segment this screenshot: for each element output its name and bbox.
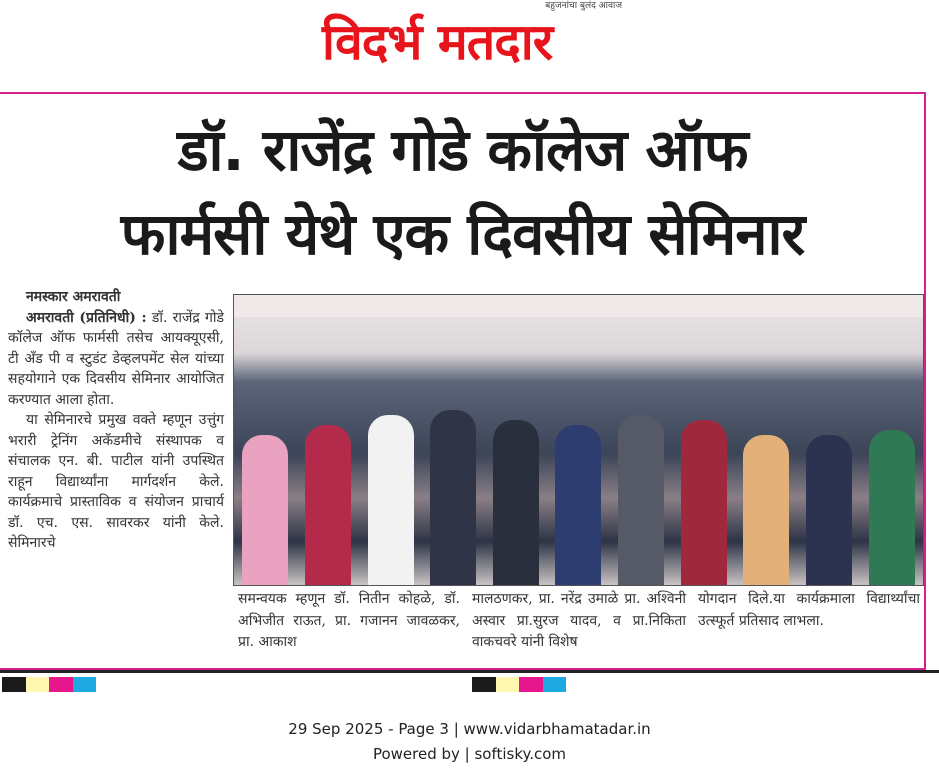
footer-powered-by: Powered by | softisky.com	[372, 745, 567, 763]
person	[493, 420, 539, 585]
person	[869, 430, 915, 585]
article-dateline: अमरावती (प्रतिनिधी) :	[26, 309, 147, 326]
newspaper-logo: विदर्भ मतदार	[322, 13, 553, 71]
headline-line-1: डॉ. राजेंद्र गोडे कॉलेज ऑफ	[177, 116, 748, 184]
article-para-2: या सेमिनारचे प्रमुख वक्ते म्हणून उत्तुंग भरारी ट्रेनिंग अकॅडमीचे संस्थापक व संचालक एन. बी. पाटील यांनी उपस्थित राहून विद्यार्थ्यांना मार्गदर्शन केले. कार्यक्रमाचे प्रास्ताविक व संयोजन प्राचार्य डॉ. एच. एस. सावरकर यांनी केले. सेमिनारचे	[8, 412, 224, 551]
article-column-3: मालठणकर, प्रा. नरेंद्र उमाळे प्रा. अश्विनी अस्वार प्रा.सुरज यादव, व प्रा.निकिता वाकचवरे यांनी विशेष	[472, 591, 686, 650]
page-rule	[0, 670, 939, 673]
person	[305, 425, 351, 585]
headline-line-2: फार्मसी येथे एक दिवसीय सेमिनार	[120, 200, 805, 268]
article-headline	[0, 108, 925, 276]
photo-wall	[234, 295, 923, 317]
footer-date-page: 29 Sep 2025 - Page 3 | www.vidarbhamatadar.in	[288, 720, 651, 738]
photo-people	[234, 365, 923, 585]
registration-marks-center	[472, 677, 566, 692]
person	[618, 415, 664, 585]
person	[743, 435, 789, 585]
person	[681, 420, 727, 585]
person	[368, 415, 414, 585]
article-column-4: योगदान दिले.या कार्यक्रमाला विद्यार्थ्यांचा उत्स्फूर्त प्रतिसाद लाभला.	[698, 591, 920, 629]
article-kicker: नमस्कार अमरावती	[26, 289, 121, 305]
article-column-2: समन्वयक म्हणून डॉ. नितीन कोहळे, डॉ. अभिजीत राऊत, प्रा. गजानन जावळकर, प्रा. आकाश	[238, 591, 460, 650]
group-photo	[233, 294, 924, 586]
registration-marks-left	[2, 677, 96, 692]
cut-off-text-strip	[0, 74, 939, 88]
article-column-1	[8, 287, 224, 554]
person	[806, 435, 852, 585]
person	[242, 435, 288, 585]
masthead	[322, 0, 622, 72]
masthead-tagline: बहुजनांचा बुलंद आवाज	[545, 1, 622, 11]
person	[555, 425, 601, 585]
person	[430, 410, 476, 585]
article-para-1: डॉ. राजेंद्र गोडे कॉलेज ऑफ फार्मसी तसेच आयक्यूएसी, टी अँड पी व स्टुडंट डेव्हलपमेंट सेल यांच्या सहयोगाने एक दिवसीय सेमिनार आयोजित करण्यात आला होता.	[8, 309, 225, 408]
